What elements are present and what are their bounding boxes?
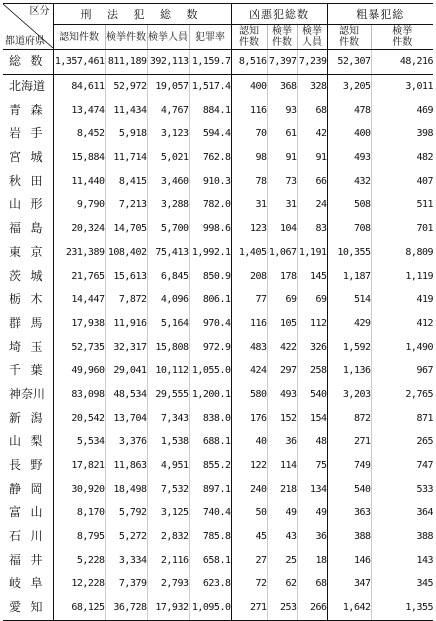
table-cell: 806.1 [189, 288, 231, 312]
table-cell: 7,379 [105, 572, 147, 596]
table-row-total [3, 50, 433, 75]
table-cell: 1,592 [327, 335, 371, 359]
prefecture-name: 福島 [9, 221, 43, 236]
table-cell: 422 [267, 335, 297, 359]
table-cell: 1,517.4 [189, 74, 231, 98]
table-cell: 747 [371, 454, 433, 478]
table-cell: 43 [267, 525, 297, 549]
table-cell: 114 [267, 454, 297, 478]
table-cell: 2,765 [371, 383, 433, 407]
col-header-heinous-arrested: 検挙 人員 [297, 25, 327, 50]
table-cell: 749 [327, 454, 371, 478]
group-header-heinous: 凶悪犯総数 [231, 4, 327, 25]
table-cell: 910.3 [189, 169, 231, 193]
table-cell: 258 [297, 359, 327, 383]
table-cell: 580 [231, 383, 267, 407]
table-cell: 328 [297, 74, 327, 98]
table-row [3, 477, 433, 501]
table-cell: 740.4 [189, 501, 231, 525]
table-row [3, 74, 433, 98]
table-cell: 412 [371, 312, 433, 336]
prefecture-name: 秋田 [9, 173, 43, 188]
table-row [3, 335, 433, 359]
table-cell: 6,845 [147, 264, 189, 288]
table-cell: 3,203 [327, 383, 371, 407]
table-cell: 419 [371, 288, 433, 312]
table-cell: 84,611 [53, 74, 105, 98]
table-cell: 152 [267, 406, 297, 430]
table-cell: 154 [297, 406, 327, 430]
table-cell: 208 [231, 264, 267, 288]
table-cell: 231,389 [53, 241, 105, 265]
table-cell: 77 [231, 288, 267, 312]
table-cell: 145 [297, 264, 327, 288]
table-cell: 70 [231, 122, 267, 146]
table-cell: 1,405 [231, 241, 267, 265]
table-cell: 134 [297, 477, 327, 501]
table-cell: 19,057 [147, 74, 189, 98]
table-row [3, 217, 433, 241]
table-cell: 18,498 [105, 477, 147, 501]
table-cell: 884.1 [189, 98, 231, 122]
table-cell: 10,355 [327, 241, 371, 265]
table-cell: 493 [267, 383, 297, 407]
prefecture-name: 青森 [9, 102, 43, 117]
table-cell: 540 [327, 477, 371, 501]
table-cell: 5,534 [53, 430, 105, 454]
table-cell: 1,159.7 [189, 50, 231, 75]
table-row [3, 548, 433, 572]
table-cell: 78 [231, 169, 267, 193]
prefecture-name: 新潟 [9, 410, 43, 425]
table-cell: 122 [231, 454, 267, 478]
table-cell: 701 [371, 217, 433, 241]
table-cell: 13,704 [105, 406, 147, 430]
table-cell: 594.4 [189, 122, 231, 146]
table-cell: 61 [267, 122, 297, 146]
table-cell: 1,642 [327, 596, 371, 620]
table-cell: 36,728 [105, 596, 147, 620]
table-cell: 762.8 [189, 146, 231, 170]
table-row [3, 146, 433, 170]
table-cell: 176 [231, 406, 267, 430]
table-cell: 11,714 [105, 146, 147, 170]
table-cell: 29,555 [147, 383, 189, 407]
col-header-recognized: 認知件数 [53, 25, 105, 50]
prefecture-name: 岩手 [9, 126, 43, 141]
table-row [3, 406, 433, 430]
table-cell: 970.4 [189, 312, 231, 336]
table-cell: 368 [267, 74, 297, 98]
table-cell: 1,191 [297, 241, 327, 265]
table-cell: 326 [297, 335, 327, 359]
table-cell: 838.0 [189, 406, 231, 430]
col-header-violent-recognized: 認知 件数 [327, 25, 371, 50]
col-header-heinous-recognized: 認知 件数 [231, 25, 267, 50]
table-cell: 104 [267, 217, 297, 241]
table-cell: 1,055.0 [189, 359, 231, 383]
table-cell: 855.2 [189, 454, 231, 478]
table-row [3, 430, 433, 454]
table-cell: 68 [297, 572, 327, 596]
table-cell: 265 [371, 430, 433, 454]
table-cell: 68,125 [53, 596, 105, 620]
table-cell: 25 [267, 548, 297, 572]
table-row [3, 572, 433, 596]
group-header-penal-total: 刑 法 犯 総 数 [53, 4, 231, 25]
table-cell: 782.0 [189, 193, 231, 217]
table-cell: 400 [327, 122, 371, 146]
table-cell: 540 [297, 383, 327, 407]
table-cell: 2,116 [147, 548, 189, 572]
table-body [3, 50, 433, 621]
table-cell: 2,832 [147, 525, 189, 549]
table-cell: 11,916 [105, 312, 147, 336]
prefecture-name: 栃木 [9, 292, 43, 307]
table-cell: 7,872 [105, 288, 147, 312]
table-cell: 42 [297, 122, 327, 146]
table-cell: 8,795 [53, 525, 105, 549]
table-row [3, 454, 433, 478]
corner-label-prefecture: 都道府県 [5, 36, 45, 47]
col-header-arrested: 検挙人員 [147, 25, 189, 50]
prefecture-name: 長野 [9, 458, 43, 473]
table-cell: 2,793 [147, 572, 189, 596]
table-cell: 297 [267, 359, 297, 383]
table-cell: 688.1 [189, 430, 231, 454]
table-cell: 1,538 [147, 430, 189, 454]
col-header-cleared: 検挙件数 [105, 25, 147, 50]
table-cell: 998.6 [189, 217, 231, 241]
table-cell: 48,534 [105, 383, 147, 407]
table-cell: 850.9 [189, 264, 231, 288]
table-cell: 3,460 [147, 169, 189, 193]
table-cell: 4,951 [147, 454, 189, 478]
table-cell: 9,790 [53, 193, 105, 217]
table-cell: 66 [297, 169, 327, 193]
table-cell: 623.8 [189, 572, 231, 596]
prefecture-name: 福井 [9, 552, 43, 567]
table-cell: 432 [327, 169, 371, 193]
prefecture-name: 富山 [9, 505, 43, 520]
table-cell: 15,808 [147, 335, 189, 359]
table-cell: 12,228 [53, 572, 105, 596]
table-cell: 112 [297, 312, 327, 336]
table-cell: 240 [231, 477, 267, 501]
table-cell: 20,542 [53, 406, 105, 430]
table-cell: 178 [267, 264, 297, 288]
table-cell: 400 [231, 74, 267, 98]
table-cell: 72 [231, 572, 267, 596]
table-cell: 7,397 [267, 50, 297, 75]
table-cell: 105 [267, 312, 297, 336]
table-row [3, 169, 433, 193]
table-cell: 91 [267, 146, 297, 170]
table-cell: 98 [231, 146, 267, 170]
table-cell: 5,021 [147, 146, 189, 170]
table-cell: 511 [371, 193, 433, 217]
table-cell: 3,123 [147, 122, 189, 146]
table-cell: 8,415 [105, 169, 147, 193]
table-cell: 5,792 [105, 501, 147, 525]
table-cell: 40 [231, 430, 267, 454]
table-cell: 73 [267, 169, 297, 193]
prefecture-name: 千葉 [9, 363, 43, 378]
table-cell: 1,136 [327, 359, 371, 383]
table-cell: 3,205 [327, 74, 371, 98]
table-cell: 17,821 [53, 454, 105, 478]
table-cell: 253 [267, 596, 297, 620]
table-cell: 13,474 [53, 98, 105, 122]
table-cell: 363 [327, 501, 371, 525]
table-cell: 1,200.1 [189, 383, 231, 407]
table-cell: 31 [231, 193, 267, 217]
table-cell: 3,011 [371, 74, 433, 98]
table-cell: 1,992.1 [189, 241, 231, 265]
table-cell: 14,447 [53, 288, 105, 312]
table-cell: 31 [267, 193, 297, 217]
prefecture-name: 東京 [9, 244, 43, 259]
table-cell: 7,213 [105, 193, 147, 217]
table-cell: 347 [327, 572, 371, 596]
table-cell: 7,343 [147, 406, 189, 430]
table-cell: 27 [231, 548, 267, 572]
table-row [3, 122, 433, 146]
prefecture-name: 静岡 [9, 481, 43, 496]
table-cell: 972.9 [189, 335, 231, 359]
table-row [3, 288, 433, 312]
table-cell: 8,516 [231, 50, 267, 75]
table-cell: 493 [327, 146, 371, 170]
table-cell: 45 [231, 525, 267, 549]
table-cell: 478 [327, 98, 371, 122]
table-cell: 345 [371, 572, 433, 596]
table-cell: 93 [267, 98, 297, 122]
table-row [3, 525, 433, 549]
table-cell: 146 [327, 548, 371, 572]
table-cell: 271 [231, 596, 267, 620]
table-cell: 29,041 [105, 359, 147, 383]
table-cell: 49 [297, 501, 327, 525]
col-header-crime-rate: 犯罪率 [189, 25, 231, 50]
prefecture-name: 岐阜 [9, 576, 43, 591]
table-cell: 49,960 [53, 359, 105, 383]
table-cell: 48 [297, 430, 327, 454]
table-cell: 508 [327, 193, 371, 217]
table-cell: 1,067 [267, 241, 297, 265]
table-row [3, 359, 433, 383]
table-cell: 5,228 [53, 548, 105, 572]
table-row [3, 193, 433, 217]
table-cell: 364 [371, 501, 433, 525]
table-cell: 1,490 [371, 335, 433, 359]
table-cell: 30,920 [53, 477, 105, 501]
table-cell: 3,334 [105, 548, 147, 572]
table-cell: 18 [297, 548, 327, 572]
table-cell: 52,307 [327, 50, 371, 75]
table-cell: 3,288 [147, 193, 189, 217]
table-cell: 266 [297, 596, 327, 620]
table-cell: 4,096 [147, 288, 189, 312]
table-cell: 143 [371, 548, 433, 572]
group-header-violent: 粗暴犯総 [327, 4, 433, 25]
table-cell: 123 [231, 217, 267, 241]
prefecture-name: 山形 [9, 197, 43, 212]
table-cell: 10,112 [147, 359, 189, 383]
table-cell: 68 [297, 98, 327, 122]
table-cell: 49 [267, 501, 297, 525]
prefecture-name: 山梨 [9, 434, 43, 449]
table-cell: 514 [327, 288, 371, 312]
table-cell: 5,272 [105, 525, 147, 549]
table-cell: 1,095.0 [189, 596, 231, 620]
table-row [3, 241, 433, 265]
table-cell: 11,440 [53, 169, 105, 193]
table-cell: 36 [297, 525, 327, 549]
table-cell: 8,452 [53, 122, 105, 146]
table-cell: 8,809 [371, 241, 433, 265]
table-cell: 7,239 [297, 50, 327, 75]
crime-statistics-table [3, 3, 433, 621]
table-cell: 218 [267, 477, 297, 501]
table-cell: 15,613 [105, 264, 147, 288]
prefecture-name: 神奈川 [9, 386, 46, 401]
table-cell: 5,164 [147, 312, 189, 336]
table-cell: 4,767 [147, 98, 189, 122]
prefecture-name: 石川 [9, 529, 43, 544]
table-cell: 7,532 [147, 477, 189, 501]
table-cell: 116 [231, 312, 267, 336]
table-cell: 388 [327, 525, 371, 549]
table-row [3, 596, 433, 620]
table-cell: 32,317 [105, 335, 147, 359]
table-row [3, 312, 433, 336]
table-cell: 17,932 [147, 596, 189, 620]
table-row [3, 264, 433, 288]
table-cell: 20,324 [53, 217, 105, 241]
table-cell: 871 [371, 406, 433, 430]
table-row [3, 383, 433, 407]
prefecture-name: 総数 [3, 50, 53, 75]
table-cell: 1,355 [371, 596, 433, 620]
prefecture-name: 埼玉 [9, 339, 43, 354]
table-cell: 14,705 [105, 217, 147, 241]
table-cell: 811,189 [105, 50, 147, 75]
table-cell: 116 [231, 98, 267, 122]
table-cell: 91 [297, 146, 327, 170]
table-cell: 52,972 [105, 74, 147, 98]
table-cell: 407 [371, 169, 433, 193]
table-cell: 3,125 [147, 501, 189, 525]
corner-header [3, 4, 53, 50]
table-cell: 271 [327, 430, 371, 454]
table-cell: 62 [267, 572, 297, 596]
table-cell: 50 [231, 501, 267, 525]
table-cell: 3,376 [105, 430, 147, 454]
table-cell: 52,735 [53, 335, 105, 359]
table-cell: 483 [231, 335, 267, 359]
table-cell: 21,765 [53, 264, 105, 288]
prefecture-name: 愛知 [3, 596, 53, 620]
table-cell: 5,918 [105, 122, 147, 146]
table-cell: 658.1 [189, 548, 231, 572]
prefecture-name: 北海道 [9, 79, 46, 94]
table-cell: 83,098 [53, 383, 105, 407]
table-cell: 24 [297, 193, 327, 217]
table-cell: 469 [371, 98, 433, 122]
table-cell: 708 [327, 217, 371, 241]
table-cell: 17,938 [53, 312, 105, 336]
table-cell: 108,402 [105, 241, 147, 265]
table-cell: 48,216 [371, 50, 433, 75]
table-cell: 872 [327, 406, 371, 430]
table-cell: 533 [371, 477, 433, 501]
table-cell: 75,413 [147, 241, 189, 265]
table-cell: 75 [297, 454, 327, 478]
table-row [3, 501, 433, 525]
col-header-violent-cleared: 検挙 件数 [371, 25, 433, 50]
table-cell: 785.8 [189, 525, 231, 549]
col-header-heinous-cleared: 検挙 件数 [267, 25, 297, 50]
table-cell: 424 [231, 359, 267, 383]
table-cell: 897.1 [189, 477, 231, 501]
table-row [3, 98, 433, 122]
table-cell: 11,434 [105, 98, 147, 122]
table-cell: 1,357,461 [53, 50, 105, 75]
table-cell: 69 [267, 288, 297, 312]
prefecture-name: 群馬 [9, 315, 43, 330]
table-cell: 1,187 [327, 264, 371, 288]
table-cell: 388 [371, 525, 433, 549]
table-cell: 36 [267, 430, 297, 454]
table-cell: 398 [371, 122, 433, 146]
table-cell: 5,700 [147, 217, 189, 241]
table-cell: 482 [371, 146, 433, 170]
table-cell: 392,113 [147, 50, 189, 75]
table-cell: 967 [371, 359, 433, 383]
prefecture-name: 宮城 [9, 150, 43, 165]
table-cell: 1,119 [371, 264, 433, 288]
table-cell: 429 [327, 312, 371, 336]
table-cell: 11,863 [105, 454, 147, 478]
table-cell: 83 [297, 217, 327, 241]
table-cell: 15,884 [53, 146, 105, 170]
corner-label-category: 区分 [29, 6, 50, 17]
table-cell: 8,170 [53, 501, 105, 525]
prefecture-name: 茨城 [9, 268, 43, 283]
table-cell: 69 [297, 288, 327, 312]
